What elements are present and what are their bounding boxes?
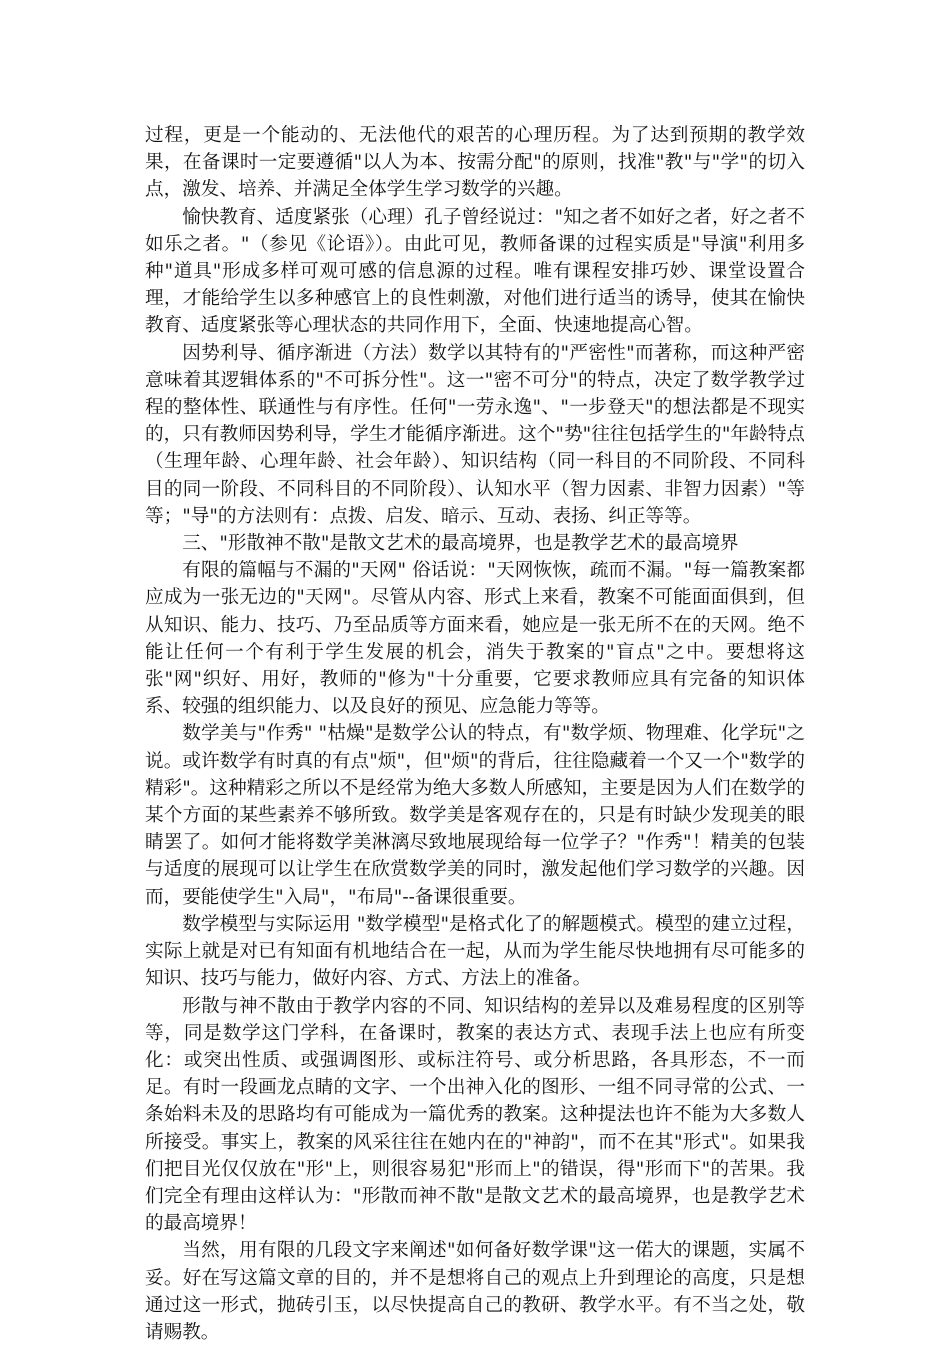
paragraph-guidance-method: 因势利导、循序渐进（方法）数学以其特有的"严密性"而著称，而这种严密意味着其逻辑体系的"不可拆分性"。这一"密不可分"的特点，决定了数学教学过程的整体性、联通性与有序性。任何"一劳永逸"、"一步登天"的想法都是不现实的，只有教师因势利导，学生才能循序渐进。这个"势"往往包括学生的"年龄特点（生理年龄、心理年龄、社会年龄）、知识结构（同一科目的不同阶段、不同科目的同一阶段、不同科目的不同阶段）、认知水平（智力因素、非智力因素）"等等；"导"的方法则有：点拨、启发、暗示、互动、表扬、纠正等等。 <box>145 342 805 527</box>
paragraph-math-beauty: 数学美与"作秀" "枯燥"是数学公认的特点，有"数学烦、物理难、化学玩"之说。或许数学有时真的有点"烦"，但"烦"的背后，往往隐藏着一个又一个"数学的精彩"。这种精彩之所以不是经常为绝大多数人所感知，主要是因为人们在数学的某个方面的某些素养不够所致。数学美是客观存在的，只是有时缺少发现美的眼睛罢了。如何才能将数学美淋漓尽致地展现给每一位学子？"作秀"！精美的包装与适度的展现可以让学生在欣赏数学美的同时，激发起他们学习数学的兴趣。因而，要能使学生"入局"，"布局"--备课很重要。 <box>145 723 805 908</box>
document-body <box>145 122 805 1346</box>
paragraph-intro-continuation: 过程，更是一个能动的、无法他代的艰苦的心理历程。为了达到预期的教学效果，在备课时一定要遵循"以人为本、按需分配"的原则，找准"教"与"学"的切入点，激发、培养、并满足全体学生学习数学的兴趣。 <box>145 125 805 201</box>
paragraph-limited-space: 有限的篇幅与不漏的"天网" 俗话说："天网恢恢，疏而不漏。"每一篇教案都应成为一张无边的"天网"。尽管从内容、形式上来看，教案不可能面面俱到，但从知识、能力、技巧、乃至品质等方面来看，她应是一张无所不在的天网。绝不能让任何一个有利于学生发展的机会，消失于教案的"盲点"之中。要想将这张"网"织好、用好，教师的"修为"十分重要，它要求教师应具有完备的知识体系、较强的组织能力、以及良好的预见、应急能力等等。 <box>145 560 805 718</box>
paragraph-form-and-spirit: 形散与神不散由于教学内容的不同、知识结构的差异以及难易程度的区别等等，同是数学这门学科，在备课时，教案的表达方式、表现手法上也应有所变化：或突出性质、或强调图形、或标注符号、或分析思路，各具形态，不一而足。有时一段画龙点睛的文字、一个出神入化的图形、一组不同寻常的公式、一条始料未及的思路均有可能成为一篇优秀的教案。这种提法也许不能为大多数人所接受。事实上，教案的风采往往在她内在的"神韵"，而不在其"形式"。如果我们把目光仅仅放在"形"上，则很容易犯"形而上"的错误，得"形而下"的苦果。我们完全有理由这样认为："形散而神不散"是散文艺术的最高境界，也是教学艺术的最高境界！ <box>145 995 805 1235</box>
paragraph-conclusion: 当然，用有限的几段文字来阐述"如何备好数学课"这一偌大的课题，实属不妥。好在写这篇文章的目的，并不是想将自己的观点上升到理论的高度，只是想通过这一形式，抛砖引玉，以尽快提高自己的教研、教学水平。有不当之处，敬请赐教。 <box>145 1240 805 1343</box>
paragraph-happy-education: 愉快教育、适度紧张（心理）孔子曾经说过："知之者不如好之者，好之者不如乐之者。"（参见《论语》）。由此可见，教师备课的过程实质是"导演"利用多种"道具"形成多样可观可感的信息源的过程。唯有课程安排巧妙、课堂设置合理，才能给学生以多种感官上的良性刺激，对他们进行适当的诱导，使其在愉快教育、适度紧张等心理状态的共同作用下，全面、快速地提高心智。 <box>145 206 805 337</box>
section-heading-three: 三、"形散神不散"是散文艺术的最高境界，也是教学艺术的最高境界 <box>182 533 739 555</box>
paragraph-math-model: 数学模型与实际运用 "数学模型"是格式化了的解题模式。模型的建立过程，实际上就是对已有知面有机地结合在一起，从而为学生能尽快地拥有尽可能多的知识、技巧与能力，做好内容、方式、方法上的准备。 <box>145 913 805 990</box>
